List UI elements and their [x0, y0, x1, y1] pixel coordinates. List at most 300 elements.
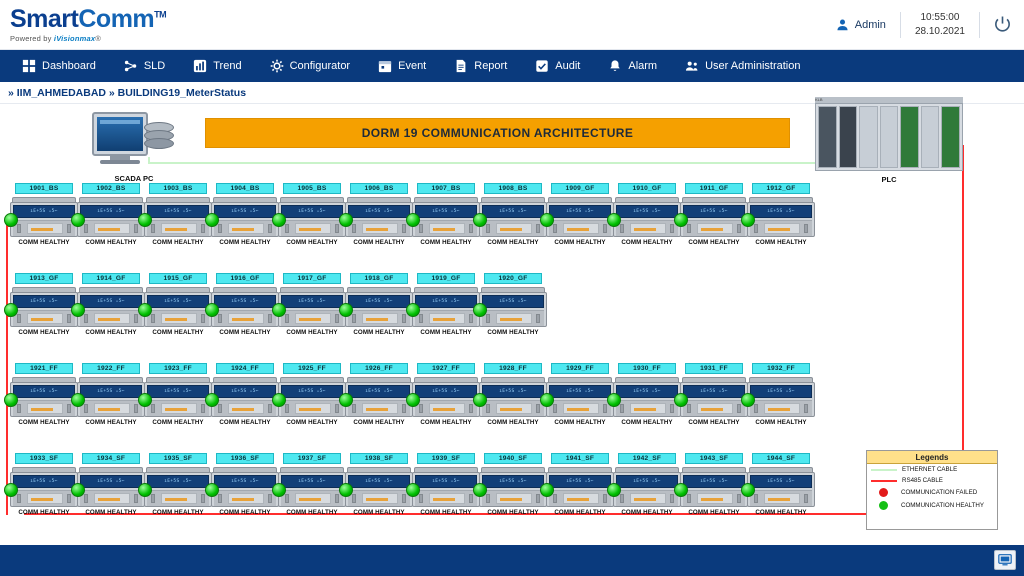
plc-body — [815, 103, 963, 171]
meter-tag[interactable]: 1913_GF — [15, 273, 73, 284]
meter-device-icon — [77, 377, 145, 417]
meter-device-icon — [613, 197, 681, 237]
meter-status-label: COMM HEALTHY — [487, 509, 539, 516]
meter-tag[interactable]: 1929_FF — [551, 363, 609, 374]
meter-status-label: COMM HEALTHY — [18, 419, 70, 426]
plc-card-io-3 — [900, 106, 919, 168]
meter-status-label: COMM HEALTHY — [688, 239, 740, 246]
meter-tag[interactable]: 1919_GF — [417, 273, 475, 284]
meter-device-icon — [278, 287, 346, 327]
meter-device-icon — [211, 287, 279, 327]
nav-item-configurator[interactable] — [256, 50, 365, 82]
nav-item-trend[interactable] — [179, 50, 255, 82]
meter-node[interactable] — [412, 273, 480, 336]
meter-node[interactable] — [278, 273, 346, 336]
meter-tag[interactable]: 1904_BS — [216, 183, 274, 194]
comm-status-led — [138, 213, 152, 227]
meter-device-icon — [144, 377, 212, 417]
meter-device-icon — [278, 197, 346, 237]
meter-status-label: COMM HEALTHY — [353, 239, 405, 246]
comm-status-led — [473, 213, 487, 227]
meter-status-label: COMM HEALTHY — [688, 509, 740, 516]
meter-status-label: COMM HEALTHY — [219, 509, 271, 516]
nav-label-trend: Trend — [213, 60, 242, 72]
meter-node[interactable] — [747, 183, 815, 246]
screen-toggle-button[interactable] — [994, 550, 1016, 570]
meter-display: ıE+5S ₒ5⌐ — [13, 475, 75, 488]
meter-device-icon — [747, 377, 815, 417]
meter-tag[interactable]: 1920_GF — [484, 273, 542, 284]
meter-node[interactable] — [278, 363, 346, 426]
plc-label: PLC — [881, 175, 897, 184]
meter-display: ıE+5S ₒ5⌐ — [13, 385, 75, 398]
meter-device-icon — [10, 467, 78, 507]
meter-tag[interactable]: 1921_FF — [15, 363, 73, 374]
meter-device-icon — [479, 287, 547, 327]
calendar-icon — [378, 59, 392, 73]
user-icon — [836, 18, 849, 31]
comm-status-led — [473, 483, 487, 497]
meter-tag[interactable]: 1928_FF — [484, 363, 542, 374]
comm-status-led — [71, 303, 85, 317]
meter-tag[interactable]: 1914_GF — [82, 273, 140, 284]
comm-status-led — [205, 213, 219, 227]
legend-row — [867, 475, 997, 486]
app-logo[interactable] — [0, 4, 167, 43]
meter-status-label: COMM HEALTHY — [554, 509, 606, 516]
meter-display: ıE+5S ₒ5⌐ — [482, 385, 544, 398]
meter-device-icon — [546, 377, 614, 417]
meter-node[interactable] — [613, 363, 681, 426]
logo-text — [10, 4, 167, 33]
comm-status-led — [406, 213, 420, 227]
meter-device-icon — [345, 467, 413, 507]
meter-status-label: COMM HEALTHY — [353, 329, 405, 336]
meter-node[interactable] — [278, 183, 346, 246]
meter-device-icon — [345, 197, 413, 237]
meter-tag[interactable]: 1901_BS — [15, 183, 73, 194]
meter-tag[interactable]: 1917_GF — [283, 273, 341, 284]
meter-node[interactable] — [10, 363, 78, 426]
meter-node[interactable] — [345, 273, 413, 336]
meter-display: ıE+5S ₒ5⌐ — [214, 205, 276, 218]
meter-tag[interactable]: 1931_FF — [685, 363, 743, 374]
comm-status-led — [138, 393, 152, 407]
meter-tag[interactable]: 1930_FF — [618, 363, 676, 374]
logo-tagline-prefix: Powered by — [10, 33, 52, 43]
meter-status-label: COMM HEALTHY — [18, 509, 70, 516]
meter-tag[interactable]: 1915_GF — [149, 273, 207, 284]
meter-node[interactable] — [144, 183, 212, 246]
nav-item-alarm[interactable] — [594, 50, 671, 82]
comm-status-led — [607, 213, 621, 227]
meter-node[interactable] — [10, 273, 78, 336]
main-nav — [0, 50, 1024, 82]
nav-label-user-administration: User Administration — [705, 60, 801, 72]
meter-display: ıE+5S ₒ5⌐ — [281, 475, 343, 488]
meter-node[interactable] — [211, 453, 279, 516]
meter-display: ıE+5S ₒ5⌐ — [482, 475, 544, 488]
meter-status-label: COMM HEALTHY — [554, 239, 606, 246]
plc-card-power — [818, 106, 837, 168]
meter-device-icon — [278, 467, 346, 507]
meter-tag[interactable]: 1912_GF — [752, 183, 810, 194]
users-icon — [685, 59, 699, 73]
comm-status-led — [540, 393, 554, 407]
comm-status-led — [272, 483, 286, 497]
meter-node[interactable] — [747, 453, 815, 516]
comm-status-led — [674, 393, 688, 407]
meter-node[interactable] — [412, 453, 480, 516]
gear-icon — [270, 59, 284, 73]
comm-status-led — [339, 303, 353, 317]
meter-status-label: COMM HEALTHY — [755, 239, 807, 246]
meter-display: ıE+5S ₒ5⌐ — [616, 385, 678, 398]
comm-status-led — [741, 213, 755, 227]
legend-label: RS485 CABLE — [902, 477, 943, 484]
meter-display: ıE+5S ₒ5⌐ — [147, 295, 209, 308]
meter-node[interactable] — [77, 183, 145, 246]
meter-status-label: COMM HEALTHY — [152, 239, 204, 246]
meter-node[interactable] — [345, 363, 413, 426]
audit-icon — [535, 59, 549, 73]
comm-status-led — [406, 393, 420, 407]
user-menu[interactable] — [822, 18, 900, 31]
meter-display: ıE+5S ₒ5⌐ — [348, 295, 410, 308]
meter-display: ıE+5S ₒ5⌐ — [348, 385, 410, 398]
meter-status-label: COMM HEALTHY — [621, 419, 673, 426]
meter-tag[interactable]: 1916_GF — [216, 273, 274, 284]
meter-display: ıE+5S ₒ5⌐ — [147, 475, 209, 488]
nav-item-dashboard[interactable] — [8, 50, 110, 82]
meter-status-label: COMM HEALTHY — [286, 509, 338, 516]
report-icon — [454, 59, 468, 73]
meter-display: ıE+5S ₒ5⌐ — [549, 385, 611, 398]
meter-device-icon — [412, 467, 480, 507]
logo-text-primary: Smart — [10, 4, 79, 33]
meter-device-icon — [211, 467, 279, 507]
nav-label-configurator: Configurator — [289, 60, 351, 72]
meter-tag[interactable]: 1925_FF — [283, 363, 341, 374]
meter-display: ıE+5S ₒ5⌐ — [147, 385, 209, 398]
meter-display: ıE+5S ₒ5⌐ — [214, 475, 276, 488]
meter-node[interactable] — [613, 183, 681, 246]
meter-node[interactable] — [10, 183, 78, 246]
meter-node[interactable] — [345, 453, 413, 516]
power-button[interactable] — [980, 0, 1024, 50]
meter-status-label: COMM HEALTHY — [85, 329, 137, 336]
meter-display: ıE+5S ₒ5⌐ — [80, 385, 142, 398]
meter-tag[interactable]: 1922_FF — [82, 363, 140, 374]
meter-node[interactable] — [680, 453, 748, 516]
plc-card-io-1 — [859, 106, 878, 168]
meter-node[interactable] — [479, 183, 547, 246]
meter-device-icon — [412, 377, 480, 417]
meter-display: ıE+5S ₒ5⌐ — [415, 475, 477, 488]
meter-status-label: COMM HEALTHY — [621, 509, 673, 516]
comm-status-led — [4, 393, 18, 407]
meter-display: ıE+5S ₒ5⌐ — [214, 385, 276, 398]
comm-status-led — [71, 483, 85, 497]
meter-tag[interactable]: 1936_SF — [216, 453, 274, 464]
meter-display: ıE+5S ₒ5⌐ — [214, 295, 276, 308]
comm-status-led — [607, 393, 621, 407]
comm-failed-icon — [879, 488, 888, 497]
comm-status-led — [674, 483, 688, 497]
meter-tag[interactable]: 1940_SF — [484, 453, 542, 464]
meter-device-icon — [412, 287, 480, 327]
meter-node[interactable] — [546, 363, 614, 426]
meter-node[interactable] — [546, 453, 614, 516]
meter-display: ıE+5S ₒ5⌐ — [80, 475, 142, 488]
nav-item-audit[interactable] — [521, 50, 594, 82]
meter-device-icon — [345, 377, 413, 417]
meter-device-icon — [412, 197, 480, 237]
nav-label-audit: Audit — [555, 60, 581, 72]
meter-status-label: COMM HEALTHY — [219, 239, 271, 246]
meter-node[interactable] — [10, 453, 78, 516]
meter-status-label: COMM HEALTHY — [420, 329, 472, 336]
comm-status-led — [71, 213, 85, 227]
header-right-group — [822, 0, 1024, 49]
comm-status-led — [4, 483, 18, 497]
nav-item-report[interactable] — [440, 50, 521, 82]
meter-display: ıE+5S ₒ5⌐ — [281, 205, 343, 218]
comm-status-led — [406, 483, 420, 497]
meter-node[interactable] — [412, 363, 480, 426]
meter-status-label: COMM HEALTHY — [487, 419, 539, 426]
nav-item-event[interactable] — [364, 50, 440, 82]
meter-node[interactable] — [211, 183, 279, 246]
meter-status-label: COMM HEALTHY — [755, 509, 807, 516]
meter-tag[interactable]: 1909_GF — [551, 183, 609, 194]
comm-status-led — [540, 483, 554, 497]
meter-display: ıE+5S ₒ5⌐ — [549, 475, 611, 488]
meter-display: ıE+5S ₒ5⌐ — [281, 385, 343, 398]
comm-status-led — [741, 483, 755, 497]
meter-tag[interactable]: 1903_BS — [149, 183, 207, 194]
meter-tag[interactable]: 1927_FF — [417, 363, 475, 374]
meter-device-icon — [747, 467, 815, 507]
meter-device-icon — [747, 197, 815, 237]
meter-tag[interactable]: 1935_SF — [149, 453, 207, 464]
logo-tagline-brand-suffix: max — [79, 33, 96, 43]
meter-node[interactable] — [680, 183, 748, 246]
meter-device-icon — [680, 197, 748, 237]
meter-node[interactable] — [479, 273, 547, 336]
comm-status-led — [473, 303, 487, 317]
user-name: Admin — [854, 18, 886, 31]
comm-status-led — [205, 483, 219, 497]
meter-device-icon — [211, 377, 279, 417]
comm-status-led — [339, 393, 353, 407]
meter-device-icon — [479, 197, 547, 237]
sld-icon — [124, 59, 138, 73]
meter-status-label: COMM HEALTHY — [688, 419, 740, 426]
meter-display: ıE+5S ₒ5⌐ — [281, 295, 343, 308]
meter-status-label: COMM HEALTHY — [85, 509, 137, 516]
meter-tag[interactable]: 1933_SF — [15, 453, 73, 464]
meter-status-label: COMM HEALTHY — [554, 419, 606, 426]
comm-status-led — [138, 483, 152, 497]
meter-display: ıE+5S ₒ5⌐ — [683, 205, 745, 218]
meter-device-icon — [613, 377, 681, 417]
diagram-canvas — [0, 97, 1024, 545]
meter-node[interactable] — [546, 183, 614, 246]
comm-status-led — [406, 303, 420, 317]
meter-status-label: COMM HEALTHY — [420, 509, 472, 516]
meter-tag[interactable]: 1939_SF — [417, 453, 475, 464]
trend-icon — [193, 59, 207, 73]
rs485-line-icon — [871, 480, 897, 482]
meter-status-label: COMM HEALTHY — [219, 419, 271, 426]
nav-item-user-administration[interactable] — [671, 50, 814, 82]
legend-row — [867, 499, 997, 512]
nav-item-sld[interactable] — [110, 50, 179, 82]
meter-tag[interactable]: 1926_FF — [350, 363, 408, 374]
meter-node[interactable] — [278, 453, 346, 516]
meter-device-icon — [10, 287, 78, 327]
meter-node[interactable] — [144, 453, 212, 516]
meter-display: ıE+5S ₒ5⌐ — [482, 295, 544, 308]
comm-status-led — [272, 393, 286, 407]
meter-tag[interactable]: 1911_GF — [685, 183, 743, 194]
meter-node[interactable] — [412, 183, 480, 246]
meter-node[interactable] — [680, 363, 748, 426]
comm-status-led — [138, 303, 152, 317]
plc-top-label: KLB — [815, 97, 963, 103]
comm-status-led — [272, 303, 286, 317]
ethernet-cable — [148, 162, 820, 164]
meter-tag[interactable]: 1934_SF — [82, 453, 140, 464]
meter-node[interactable] — [144, 273, 212, 336]
plc-node[interactable] — [815, 97, 963, 173]
logo-tagline — [10, 34, 166, 43]
meter-display: ıE+5S ₒ5⌐ — [13, 205, 75, 218]
meter-status-label: COMM HEALTHY — [353, 419, 405, 426]
meter-status-label: COMM HEALTHY — [487, 239, 539, 246]
nav-label-sld: SLD — [143, 60, 166, 72]
logo-tagline-registered: ® — [95, 33, 101, 43]
meter-tag[interactable]: 1938_SF — [350, 453, 408, 464]
meter-device-icon — [546, 197, 614, 237]
meter-status-label: COMM HEALTHY — [420, 419, 472, 426]
meter-device-icon — [479, 377, 547, 417]
app-header — [0, 0, 1024, 50]
breadcrumb-text: » IIM_AHMEDABAD » BUILDING19_MeterStatus — [8, 86, 247, 99]
meter-node[interactable] — [77, 273, 145, 336]
meter-tag[interactable]: 1923_FF — [149, 363, 207, 374]
meter-node[interactable] — [747, 363, 815, 426]
meter-node[interactable] — [144, 363, 212, 426]
legend-row — [867, 486, 997, 499]
logo-trademark: TM — [154, 9, 167, 20]
meter-tag[interactable]: 1910_GF — [618, 183, 676, 194]
legend-label: ETHERNET CABLE — [902, 466, 958, 473]
monitor-base — [100, 160, 140, 164]
plc-card-cpu — [839, 106, 858, 168]
meter-node[interactable] — [479, 453, 547, 516]
meter-status-label: COMM HEALTHY — [286, 329, 338, 336]
meter-tag[interactable]: 1932_FF — [752, 363, 810, 374]
comm-status-led — [741, 393, 755, 407]
comm-status-led — [473, 393, 487, 407]
meter-node[interactable] — [77, 363, 145, 426]
plc-card-io-5 — [941, 106, 960, 168]
scada-pc[interactable] — [86, 112, 182, 174]
nav-label-alarm: Alarm — [628, 60, 658, 72]
meter-tag[interactable]: 1905_BS — [283, 183, 341, 194]
legend-row — [867, 464, 997, 475]
meter-node[interactable] — [211, 273, 279, 336]
meter-display: ıE+5S ₒ5⌐ — [750, 205, 812, 218]
dashboard-icon — [22, 59, 36, 73]
meter-node[interactable] — [345, 183, 413, 246]
scada-pc-label: SCADA PC — [114, 174, 154, 183]
meter-device-icon — [546, 467, 614, 507]
meter-tag[interactable]: 1924_FF — [216, 363, 274, 374]
meter-device-icon — [613, 467, 681, 507]
nav-label-report: Report — [474, 60, 508, 72]
meter-display: ıE+5S ₒ5⌐ — [616, 475, 678, 488]
meter-status-label: COMM HEALTHY — [755, 419, 807, 426]
meter-tag[interactable]: 1937_SF — [283, 453, 341, 464]
meter-display: ıE+5S ₒ5⌐ — [750, 385, 812, 398]
meter-node[interactable] — [211, 363, 279, 426]
clock — [901, 11, 979, 38]
meter-tag[interactable]: 1908_BS — [484, 183, 542, 194]
meter-tag[interactable]: 1906_BS — [350, 183, 408, 194]
meter-tag[interactable]: 1907_BS — [417, 183, 475, 194]
meter-display: ıE+5S ₒ5⌐ — [13, 295, 75, 308]
comm-status-led — [205, 393, 219, 407]
meter-tag[interactable]: 1942_SF — [618, 453, 676, 464]
meter-status-label: COMM HEALTHY — [420, 239, 472, 246]
meter-node[interactable] — [479, 363, 547, 426]
meter-display: ıE+5S ₒ5⌐ — [683, 475, 745, 488]
meter-tag[interactable]: 1918_GF — [350, 273, 408, 284]
legend-panel — [866, 450, 998, 530]
meter-display: ıE+5S ₒ5⌐ — [415, 205, 477, 218]
meter-tag[interactable]: 1943_SF — [685, 453, 743, 464]
meter-status-label: COMM HEALTHY — [487, 329, 539, 336]
meter-node[interactable] — [77, 453, 145, 516]
meter-tag[interactable]: 1902_BS — [82, 183, 140, 194]
meter-device-icon — [144, 287, 212, 327]
meter-device-icon — [144, 467, 212, 507]
meter-device-icon — [144, 197, 212, 237]
nav-label-event: Event — [398, 60, 427, 72]
comm-status-led — [4, 303, 18, 317]
meter-tag[interactable]: 1941_SF — [551, 453, 609, 464]
meter-node[interactable] — [613, 453, 681, 516]
meter-display: ıE+5S ₒ5⌐ — [549, 205, 611, 218]
comm-status-led — [540, 213, 554, 227]
logo-text-secondary: Comm — [78, 4, 155, 33]
meter-status-label: COMM HEALTHY — [18, 239, 70, 246]
clock-date: 28.10.2021 — [914, 25, 965, 37]
meter-device-icon — [77, 287, 145, 327]
meter-device-icon — [10, 197, 78, 237]
meter-device-icon — [479, 467, 547, 507]
meter-device-icon — [77, 467, 145, 507]
nav-label-dashboard: Dashboard — [42, 60, 96, 72]
meter-status-label: COMM HEALTHY — [152, 419, 204, 426]
power-icon — [993, 15, 1012, 34]
meter-tag[interactable]: 1944_SF — [752, 453, 810, 464]
monitor-icon — [92, 112, 148, 156]
meter-status-label: COMM HEALTHY — [621, 239, 673, 246]
